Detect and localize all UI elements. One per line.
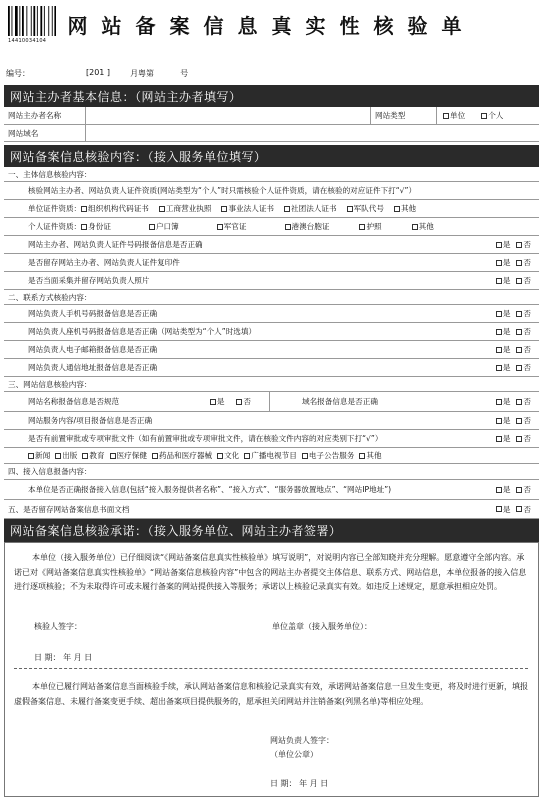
- yes-no-choice[interactable]: 是 否: [496, 326, 531, 337]
- form-row: [4, 323, 539, 341]
- checkbox-icon: [516, 418, 522, 424]
- contact-question: 网站负责人通信地址报备信息是否正确: [28, 363, 158, 372]
- subject-question: 是否当面采集并留存网站负责人照片: [28, 276, 150, 285]
- site-domain-label: 网站域名: [4, 125, 86, 141]
- form-row: [4, 290, 539, 305]
- commitment-paragraph-1: 本单位（接入服务单位）已仔细阅读“《网站备案信息真实性核验单》填写说明”，对说明内容已全部知晓并充分理解。愿意遵守全部内容。承诺已对《网站备案信息真实性核验单》“网站备案信息核验内容”中包含的网站主办者提交主体信息、联系方式、网站信息，本单位报备的接入信息进行逐项核验；不为未取得许可或未履行备案的网站提供接入等服务；承诺以上核验记录真实有效。如违反上述规定，愿意承担相应处罚。: [14, 553, 527, 591]
- divider: [14, 668, 528, 669]
- checkbox-icon: [496, 278, 502, 284]
- yes-no-choice[interactable]: 是 否: [496, 396, 531, 407]
- site-category-option[interactable]: 教育: [82, 450, 104, 461]
- yes-no-choice[interactable]: 是 否: [496, 344, 531, 355]
- yes-no-choice[interactable]: 是 否: [210, 396, 251, 407]
- form-row: [4, 412, 539, 430]
- form-row: [4, 392, 539, 412]
- checkbox-icon: [159, 206, 165, 212]
- site-category-option[interactable]: 文化: [217, 450, 239, 461]
- checkbox-icon: [347, 206, 353, 212]
- checkbox-icon: [496, 260, 502, 266]
- contact-question: 网站负责人手机号码报备信息是否正确: [28, 309, 158, 318]
- verifier-date: 日 期： 年 月 日: [34, 653, 93, 662]
- section1-title: 网站主办者基本信息：（网站主办者填写）: [10, 89, 242, 104]
- yes-no-choice[interactable]: 是 否: [496, 433, 531, 444]
- checkbox-icon: [496, 487, 502, 493]
- checkbox-icon: [496, 418, 502, 424]
- subject-question: 网站主办者、网站负责人证件号码报备信息是否正确: [28, 240, 203, 249]
- access-question: 本单位是否正确报备接入信息(包括“接入服务提供者名称”、“接入方式”、“服务器放置地点”、“网站IP地址”): [28, 485, 392, 494]
- site-type-label: 网站类型: [371, 107, 437, 124]
- checkbox-icon: [516, 260, 522, 266]
- checkbox-icon: [496, 506, 502, 512]
- yes-no-choice[interactable]: 是 否: [496, 484, 531, 495]
- personal-cert-option[interactable]: 港澳台胞证: [285, 221, 330, 232]
- checkbox-icon: [81, 206, 87, 212]
- checkbox-icon: [412, 224, 418, 230]
- form-row: [4, 448, 539, 464]
- subject-intro: 核验网站主办者、网站负责人证件资质(网站类型为“个人”时只需核验个人证件资质，请在核验的对应证件下打“√”）: [28, 186, 417, 195]
- contact-header: 二、联系方式核验内容：: [8, 292, 92, 302]
- personal-cert-option[interactable]: 身份证: [81, 221, 111, 232]
- verifier-signature-label: 核验人签字：: [34, 622, 82, 631]
- unit-cert-option[interactable]: 其他: [394, 203, 416, 214]
- checkbox-icon: [210, 399, 216, 405]
- serial-no: 号: [180, 69, 189, 78]
- site-category-option[interactable]: 出版: [55, 450, 77, 461]
- section2-band: [4, 145, 539, 167]
- unit-cert-option[interactable]: 社团法人证书: [284, 203, 337, 214]
- commitment-paragraph-2: 本单位已履行网站备案信息当面核验手续，承认网站备案信息和核验记录真实有效，承诺网站备案信息一旦发生变更，将及时进行更新，填报虚假备案信息、未履行备案变更手续、超出备案项目提供服务的，愿承担关闭网站并注销备案(列黑名单)等相应处理。: [14, 682, 528, 706]
- section2-title: 网站备案信息核验内容：（接入服务单位填写）: [10, 149, 267, 164]
- subject-header: 一、主体信息核验内容：: [8, 169, 92, 179]
- yes-no-choice[interactable]: 是 否: [496, 362, 531, 373]
- paper-question: 五、是否留存网站备案信息书面文档: [8, 504, 130, 514]
- site-owner-name-field[interactable]: [86, 107, 371, 124]
- owner-signature-label: 网站负责人签字：: [270, 736, 334, 745]
- checkbox-icon: [152, 453, 158, 459]
- site-type-unit[interactable]: 单位: [443, 110, 465, 121]
- form-row: [4, 182, 539, 200]
- checkbox-icon: [302, 453, 308, 459]
- site-question: 是否有前置审批或专项审批文件（如有前置审批或专项审批文件，请在核验文件内容的对应类别下打“√”）: [28, 434, 383, 443]
- section3-title: 网站备案信息核验承诺：（接入服务单位、网站主办者签署）: [10, 524, 342, 538]
- checkbox-icon: [481, 113, 487, 119]
- checkbox-icon: [516, 436, 522, 442]
- checkbox-icon: [516, 329, 522, 335]
- checkbox-icon: [516, 278, 522, 284]
- serial-prov: 月粤第: [130, 69, 155, 78]
- unit-cert-option[interactable]: 军队代号: [347, 203, 384, 214]
- yes-no-choice[interactable]: 是 否: [496, 257, 531, 268]
- contact-question: 网站负责人电子邮箱报备信息是否正确: [28, 345, 158, 354]
- checkbox-icon: [217, 224, 223, 230]
- checkbox-icon: [496, 436, 502, 442]
- site-owner-name-label: 网站主办者名称: [4, 107, 86, 124]
- checkbox-icon: [81, 224, 87, 230]
- checkbox-icon: [359, 224, 365, 230]
- subject-question: 是否留存网站主办者、网站负责人证件复印件: [28, 258, 180, 267]
- owner-seal-label: （单位公章）: [270, 750, 318, 759]
- checkbox-icon: [516, 487, 522, 493]
- section3-band: [4, 519, 539, 542]
- personal-cert-option[interactable]: 户口簿: [149, 221, 179, 232]
- checkbox-icon: [217, 453, 223, 459]
- section1-band: [4, 85, 539, 107]
- serial-label: 编号：: [6, 69, 30, 78]
- form-row: [4, 480, 539, 500]
- checkbox-icon: [149, 224, 155, 230]
- yes-no-choice[interactable]: 是 否: [496, 308, 531, 319]
- form-row: [4, 500, 539, 519]
- access-header: 四、接入信息报备内容：: [8, 467, 92, 476]
- checkbox-icon: [496, 329, 502, 335]
- form-row: [4, 341, 539, 359]
- personal-cert-label: 个人证件资质：: [28, 222, 82, 231]
- site-domain-row: [4, 125, 539, 142]
- site-header: 三、网站信息核验内容：: [8, 379, 92, 389]
- checkbox-icon: [284, 206, 290, 212]
- unit-seal-label: 单位盖章（接入服务单位）：: [272, 622, 372, 631]
- form-row: [4, 200, 539, 218]
- checkbox-icon: [443, 113, 449, 119]
- form-row: [4, 254, 539, 272]
- checkbox-icon: [516, 399, 522, 405]
- site-category-option[interactable]: 药品和医疗器械: [152, 450, 212, 461]
- form-row: [4, 236, 539, 254]
- checkbox-icon: [359, 453, 365, 459]
- unit-cert-label: 单位证件资质：: [28, 204, 82, 213]
- page-title: 网站备案信息真实性核验单: [67, 14, 476, 38]
- site-category-option[interactable]: 电子公告服务: [302, 450, 355, 461]
- yes-no-choice[interactable]: 是 否: [496, 415, 531, 426]
- site-domain-field[interactable]: [86, 125, 539, 141]
- form-row: [4, 167, 539, 182]
- checkbox-icon: [516, 506, 522, 512]
- checkbox-icon: [244, 453, 250, 459]
- unit-cert-option[interactable]: 事业法人证书: [221, 203, 274, 214]
- checkbox-icon: [28, 453, 34, 459]
- checkbox-icon: [285, 224, 291, 230]
- form-row: [4, 464, 539, 480]
- checkbox-icon: [496, 242, 502, 248]
- checkbox-icon: [82, 453, 88, 459]
- checkbox-icon: [221, 206, 227, 212]
- yes-no-choice[interactable]: 是 否: [496, 504, 531, 515]
- form-row: [4, 305, 539, 323]
- site-category-option[interactable]: 新闻: [28, 450, 50, 461]
- checkbox-icon: [496, 347, 502, 353]
- checkbox-icon: [496, 399, 502, 405]
- checkbox-icon: [496, 365, 502, 371]
- unit-cert-option[interactable]: 工商营业执照: [159, 203, 212, 214]
- form-row: [4, 430, 539, 448]
- form-row: [4, 272, 539, 290]
- site-type-person[interactable]: 个人: [481, 110, 503, 121]
- checkbox-icon: [516, 242, 522, 248]
- yes-no-choice[interactable]: 是 否: [496, 239, 531, 250]
- form-row: [4, 359, 539, 377]
- site-category-option[interactable]: 广播电视节目: [244, 450, 297, 461]
- owner-date: 日 期： 年 月 日: [270, 779, 329, 788]
- contact-question: 网站负责人座机号码报备信息是否正确（网站类型为“个人”时选填）: [28, 327, 257, 336]
- site-question: 域名报备信息是否正确: [302, 397, 378, 406]
- checkbox-icon: [110, 453, 116, 459]
- checkbox-icon: [516, 311, 522, 317]
- personal-cert-option[interactable]: 护照: [359, 221, 381, 232]
- personal-cert-option[interactable]: 其他: [412, 221, 434, 232]
- checkbox-icon: [236, 399, 242, 405]
- serial-number-line: [6, 68, 214, 79]
- site-question: 网站名称报备信息是否规范: [28, 397, 120, 406]
- checkbox-icon: [394, 206, 400, 212]
- unit-cert-option[interactable]: 组织机构代码证书: [81, 203, 149, 214]
- checkbox-icon: [496, 311, 502, 317]
- checkbox-icon: [55, 453, 61, 459]
- checkbox-icon: [516, 365, 522, 371]
- barcode-number: 14410034104: [8, 38, 47, 44]
- form-row: [4, 218, 539, 236]
- site-question: 网站服务内容/项目报备信息是否正确: [28, 416, 153, 425]
- site-category-option[interactable]: 其他: [359, 450, 381, 461]
- yes-no-choice[interactable]: 是 否: [496, 275, 531, 286]
- checkbox-icon: [516, 347, 522, 353]
- serial-year: [201 ]: [86, 68, 111, 77]
- site-category-option[interactable]: 医疗保健: [110, 450, 147, 461]
- form-row: [4, 377, 539, 392]
- personal-cert-option[interactable]: 军官证: [217, 221, 247, 232]
- site-owner-name-row: [4, 107, 539, 125]
